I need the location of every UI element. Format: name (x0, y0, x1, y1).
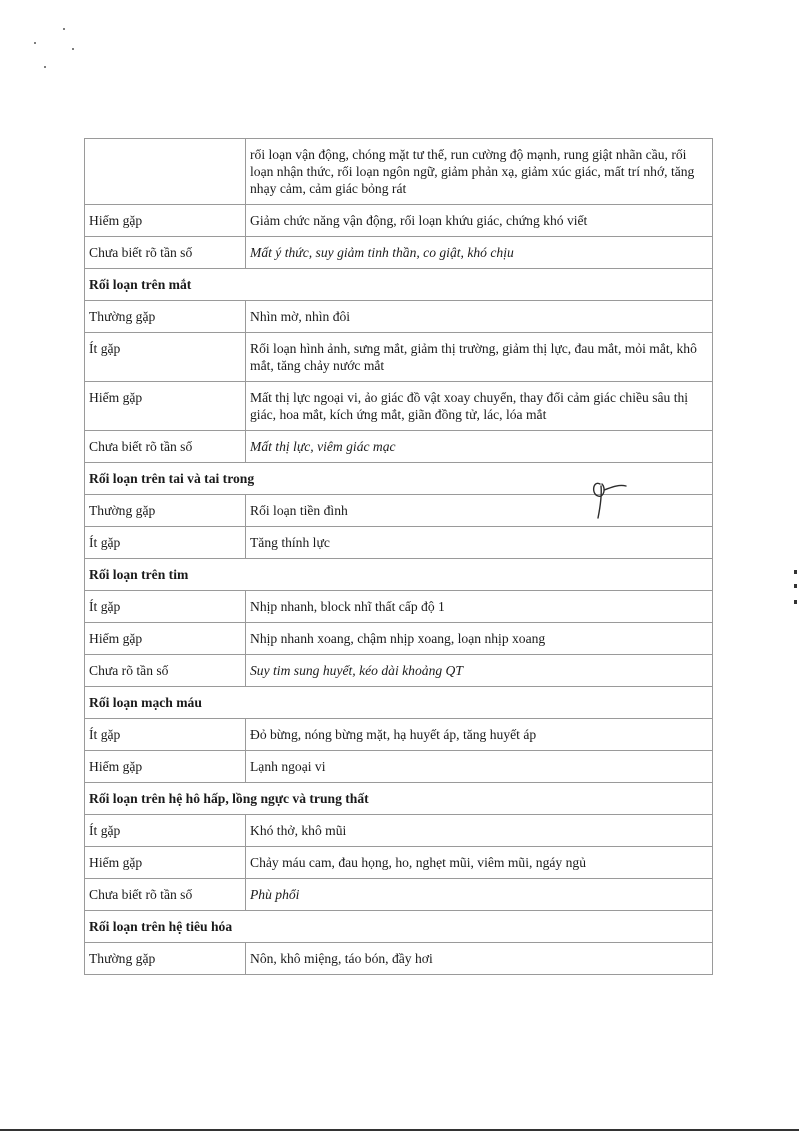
effects-cell: Nhịp nhanh, block nhĩ thất cấp độ 1 (246, 591, 713, 623)
section-header-row (85, 911, 713, 943)
section-title: Rối loạn trên mắt (85, 269, 713, 301)
effects-cell: rối loạn vận động, chóng mặt tư thế, run cường độ mạnh, rung giật nhãn cầu, rối loạn nhận thức, rối loạn ngôn ngữ, giảm phản xạ, giảm xúc giác, mất trí nhớ, tăng nhạy cảm, cảm giác bỏng rát (246, 139, 713, 205)
frequency-cell: Hiếm gặp (85, 205, 246, 237)
frequency-cell: Thường gặp (85, 943, 246, 975)
adverse-effects-table-body (85, 139, 713, 975)
effects-cell: Suy tim sung huyết, kéo dài khoảng QT (246, 655, 713, 687)
frequency-cell: Chưa biết rõ tần số (85, 237, 246, 269)
effects-cell: Tăng thính lực (246, 527, 713, 559)
table-row (85, 623, 713, 655)
effects-cell: Phù phổi (246, 879, 713, 911)
effects-cell: Đỏ bừng, nóng bừng mặt, hạ huyết áp, tăng huyết áp (246, 719, 713, 751)
frequency-cell: Ít gặp (85, 591, 246, 623)
section-title: Rối loạn trên hệ hô hấp, lồng ngực và trung thất (85, 783, 713, 815)
table-row (85, 655, 713, 687)
table-row (85, 943, 713, 975)
table-row (85, 301, 713, 333)
effects-cell: Mất thị lực, viêm giác mạc (246, 431, 713, 463)
frequency-cell: Ít gặp (85, 719, 246, 751)
frequency-cell: Ít gặp (85, 333, 246, 382)
frequency-cell: Hiếm gặp (85, 382, 246, 431)
section-header-row (85, 269, 713, 301)
frequency-cell: Thường gặp (85, 495, 246, 527)
section-title: Rối loạn trên tai và tai trong (85, 463, 713, 495)
frequency-cell (85, 139, 246, 205)
effects-cell: Lạnh ngoại vi (246, 751, 713, 783)
effects-cell: Rối loạn tiền đình (246, 495, 713, 527)
frequency-cell: Thường gặp (85, 301, 246, 333)
table-row (85, 431, 713, 463)
table-row (85, 879, 713, 911)
effects-cell: Mất thị lực ngoại vi, ảo giác đồ vật xoay chuyển, thay đổi cảm giác chiều sâu thị giác, hoa mắt, kích ứng mắt, giãn đồng tử, lác, lóa mắt (246, 382, 713, 431)
table-row (85, 751, 713, 783)
scan-bottom-edge (0, 1129, 799, 1131)
table-row (85, 237, 713, 269)
signature-icon (588, 474, 628, 520)
frequency-cell: Chưa biết rõ tần số (85, 879, 246, 911)
table-row (85, 333, 713, 382)
frequency-cell: Hiếm gặp (85, 751, 246, 783)
effects-cell: Giảm chức năng vận động, rối loạn khứu giác, chứng khó viết (246, 205, 713, 237)
table-row (85, 205, 713, 237)
table-row (85, 847, 713, 879)
effects-cell: Mất ý thức, suy giảm tinh thần, co giật, khó chịu (246, 237, 713, 269)
frequency-cell: Ít gặp (85, 527, 246, 559)
section-header-row (85, 783, 713, 815)
table-row (85, 591, 713, 623)
effects-cell: Rối loạn hình ảnh, sưng mắt, giảm thị trường, giảm thị lực, đau mắt, mỏi mắt, khô mắt, tăng chảy nước mắt (246, 333, 713, 382)
frequency-cell: Chưa rõ tần số (85, 655, 246, 687)
section-title: Rối loạn mạch máu (85, 687, 713, 719)
table-row (85, 139, 713, 205)
frequency-cell: Hiếm gặp (85, 623, 246, 655)
effects-cell: Nhìn mờ, nhìn đôi (246, 301, 713, 333)
section-header-row (85, 687, 713, 719)
table-row (85, 527, 713, 559)
frequency-cell: Chưa biết rõ tần số (85, 431, 246, 463)
adverse-effects-table (84, 138, 713, 975)
section-header-row (85, 559, 713, 591)
table-row (85, 815, 713, 847)
effects-cell: Khó thở, khô mũi (246, 815, 713, 847)
table-row (85, 382, 713, 431)
effects-cell: Chảy máu cam, đau họng, ho, nghẹt mũi, viêm mũi, ngáy ngủ (246, 847, 713, 879)
effects-cell: Nhịp nhanh xoang, chậm nhịp xoang, loạn nhịp xoang (246, 623, 713, 655)
section-title: Rối loạn trên hệ tiêu hóa (85, 911, 713, 943)
table-row (85, 719, 713, 751)
frequency-cell: Hiếm gặp (85, 847, 246, 879)
section-title: Rối loạn trên tim (85, 559, 713, 591)
effects-cell: Nôn, khô miệng, táo bón, đầy hơi (246, 943, 713, 975)
frequency-cell: Ít gặp (85, 815, 246, 847)
